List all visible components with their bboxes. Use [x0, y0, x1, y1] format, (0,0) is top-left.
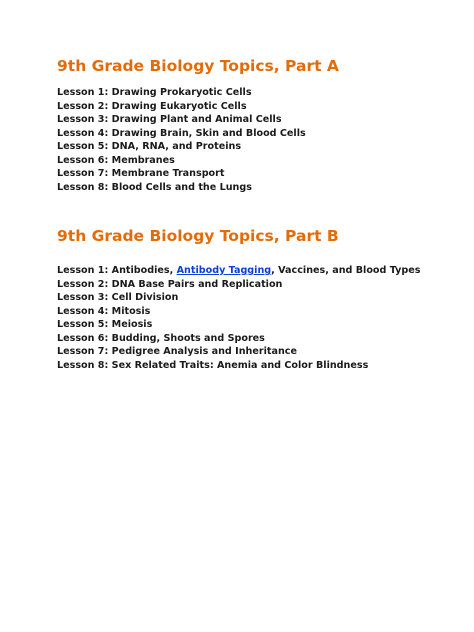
part-a-lesson-8: Lesson 8: Blood Cells and the Lungs	[57, 181, 252, 193]
part-b-lesson-3: Lesson 3: Cell Division	[57, 292, 179, 303]
part-a-lesson-3: Lesson 3: Drawing Plant and Animal Cells	[57, 114, 282, 125]
part-b-lesson-1-prefix: Lesson 1: Antibodies,	[57, 265, 177, 276]
part-a-lesson-1: Lesson 1: Drawing Prokaryotic Cells	[57, 87, 252, 98]
part-b-lesson-1	[57, 264, 457, 278]
section-part-a	[57, 56, 457, 194]
section-part-b	[57, 226, 457, 372]
part-a-lesson-4: Lesson 4: Drawing Brain, Skin and Blood Cells	[57, 127, 306, 139]
part-a-lesson-5: Lesson 5: DNA, RNA, and Proteins	[57, 141, 242, 152]
antibody-tagging-link[interactable]: Antibody Tagging	[176, 265, 272, 276]
part-b-lesson-5: Lesson 5: Meiosis	[57, 319, 153, 330]
part-b-lesson-list	[57, 264, 457, 372]
part-a-lesson-list	[57, 86, 457, 194]
part-a-lesson-2: Lesson 2: Drawing Eukaryotic Cells	[57, 100, 247, 112]
part-b-lesson-6: Lesson 6: Budding, Shoots and Spores	[57, 332, 265, 344]
part-b-lesson-1-suffix: , Vaccines, and Blood Types	[271, 265, 421, 276]
part-a-lesson-7: Lesson 7: Membrane Transport	[57, 168, 225, 179]
part-b-lesson-8: Lesson 8: Sex Related Traits: Anemia and Color Blindness	[57, 359, 369, 371]
part-b-lesson-2: Lesson 2: DNA Base Pairs and Replication	[57, 278, 283, 290]
part-a-heading: 9th Grade Biology Topics, Part A	[57, 57, 339, 75]
part-b-lesson-4: Lesson 4: Mitosis	[57, 305, 151, 317]
part-b-heading: 9th Grade Biology Topics, Part B	[57, 227, 339, 245]
part-a-lesson-6: Lesson 6: Membranes	[57, 154, 175, 166]
part-b-lesson-7: Lesson 7: Pedigree Analysis and Inheritance	[57, 346, 297, 357]
